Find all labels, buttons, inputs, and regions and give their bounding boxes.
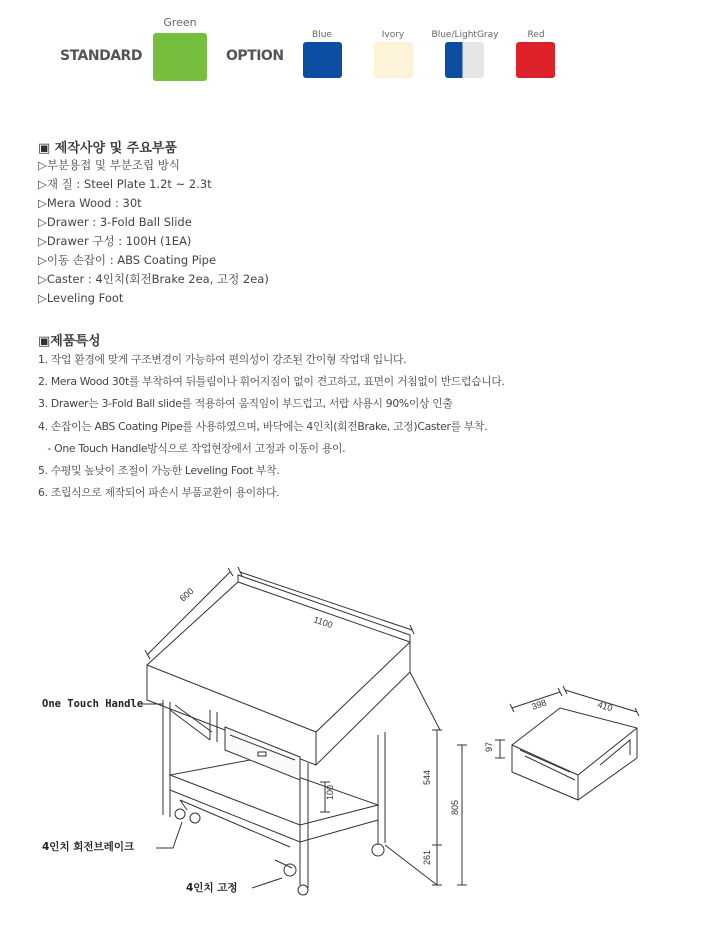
feature-item: 1. 작업 환경에 맞게 구조변경이 가능하여 편의성이 강조된 간이형 작업대 입니다. xyxy=(38,353,407,366)
specs-list xyxy=(38,156,269,308)
dim-drawer-width: 398 xyxy=(530,697,548,712)
swatch-name-ivory: Ivory xyxy=(381,30,405,40)
dim-lower-height: 261 xyxy=(422,849,432,865)
dim-drawer-side: 97 xyxy=(484,741,494,752)
specs-title: ▣ 제작사양 및 주요부품 xyxy=(38,141,177,156)
label-one-touch-handle: One Touch Handle xyxy=(42,698,144,710)
label-fixed-caster: 4인치 고정 xyxy=(186,882,238,894)
swatch-name-blue-lightgray: Blue/LightGray xyxy=(431,30,499,40)
option-label: OPTION xyxy=(226,48,284,64)
dim-drawer-height: 100 xyxy=(325,784,335,800)
label-rotating-brake: 4인치 회전브레이크 xyxy=(42,841,135,853)
spec-item: ▷이동 손잡이 : ABS Coating Pipe xyxy=(38,253,217,267)
spec-item: ▷Drawer 구성 : 100H (1EA) xyxy=(38,234,192,248)
swatch-name-blue: Blue xyxy=(312,30,332,40)
swatch-green xyxy=(153,33,207,81)
dim-upper-height: 544 xyxy=(422,769,432,785)
features-list xyxy=(38,349,505,504)
dim-width: 1100 xyxy=(312,614,334,631)
dim-total-height: 805 xyxy=(450,799,460,815)
spec-item: ▷부분용접 및 부분조립 방식 xyxy=(38,158,181,172)
features-title: ▣제품특성 xyxy=(38,334,101,349)
spec-item: ▷Drawer : 3-Fold Ball Slide xyxy=(38,215,192,229)
swatch-ivory xyxy=(374,42,413,78)
feature-item: 4. 손잡이는 ABS Coating Pipe를 사용하였으며, 바닥에는 4인치(회전Brake, 고정)Caster를 부착. xyxy=(38,419,488,433)
spec-item: ▷재 질 : Steel Plate 1.2t ~ 2.3t xyxy=(38,177,212,191)
swatch-red xyxy=(516,42,555,78)
dim-depth: 600 xyxy=(177,585,196,604)
feature-item: 3. Drawer는 3-Fold Ball slide를 적용하여 움직임이 부드럽고, 서랍 사용시 90%이상 인출 xyxy=(38,397,453,411)
swatch-blue-lightgray xyxy=(445,42,484,78)
spec-item: ▷Leveling Foot xyxy=(38,291,124,305)
feature-item: 6. 조립식으로 제작되어 파손시 부품교환이 용이하다. xyxy=(38,486,280,500)
feature-item: 5. 수평및 높낮이 조절이 가능한 Leveling Foot 부착. xyxy=(38,464,280,478)
standard-label: STANDARD xyxy=(60,48,142,64)
feature-item: - One Touch Handle방식으로 작업현장에서 고정과 이동이 용이. xyxy=(38,441,346,455)
spec-item: ▷Caster : 4인치(회전Brake 2ea, 고정 2ea) xyxy=(38,272,269,286)
dim-drawer-depth: 410 xyxy=(596,699,614,714)
workbench-drawing xyxy=(0,560,709,935)
spec-item: ▷Mera Wood : 30t xyxy=(38,196,142,210)
swatch-name-green: Green xyxy=(163,16,197,29)
swatch-blue xyxy=(303,42,342,78)
feature-item: 2. Mera Wood 30t를 부착하여 뒤틀림이나 휘어지짐이 없이 견고하고, 표면이 거침없이 반드럽습니다. xyxy=(38,375,505,389)
swatch-name-red: Red xyxy=(527,30,545,40)
